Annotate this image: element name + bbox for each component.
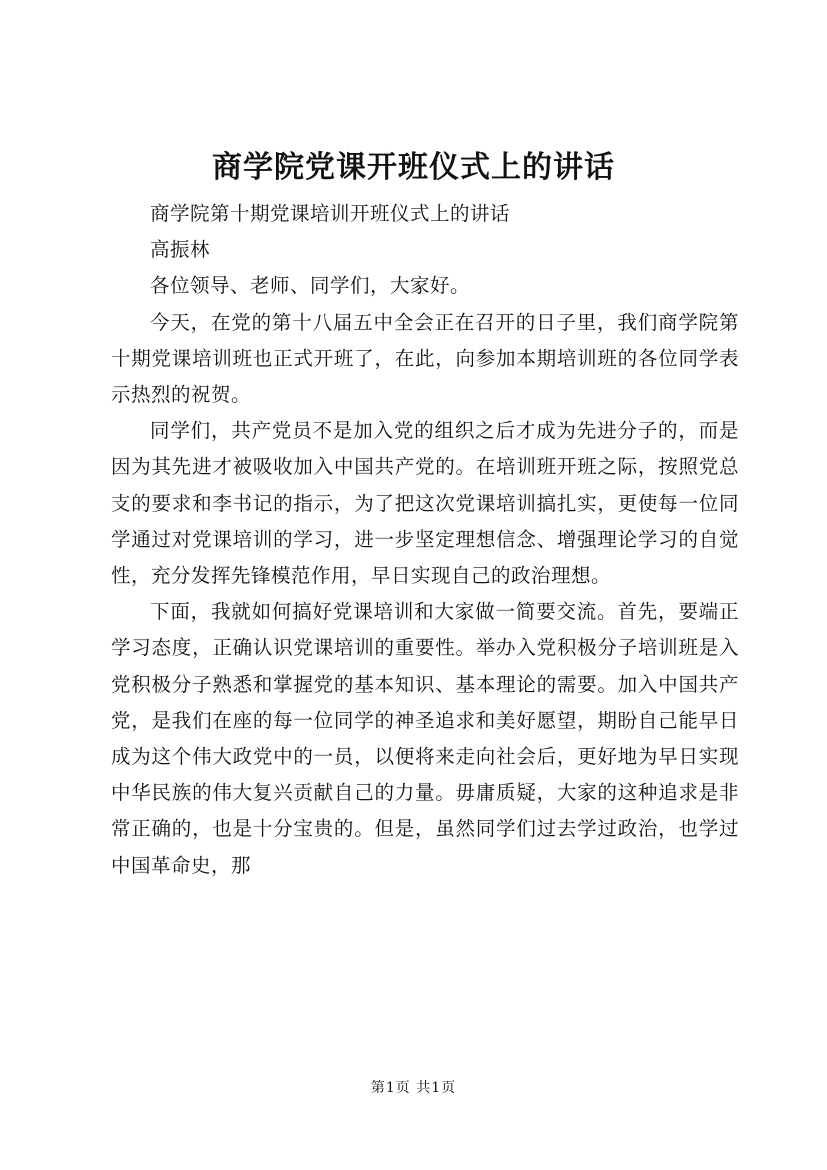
page-footer: 第1页 共1页 xyxy=(370,1080,457,1096)
body-paragraph: 下面，我就如何搞好党课培训和大家做一简要交流。首先，要端正学习态度，正确认识党课培训的重要性。举办入党积极分子培训班是入党积极分子熟悉和掌握党的基本知识、基本理论的需要。加入中国共产党，是我们在座的每一位同学的神圣追求和美好愿望，期盼自己能早日成为这个伟大政党中的一员，以便将来走向社会后，更好地为早日实现中华民族的伟大复兴贡献自己的力量。毋庸质疑，大家的这种追求是非常正确的，也是十分宝贵的。但是，虽然同学们过去学过政治，也学过中国革命史，那 xyxy=(111,600,739,877)
document-body xyxy=(111,196,739,884)
body-paragraph: 同学们，共产党员不是加入党的组织之后才成为先进分子的，而是因为其先进才被吸收加入中国共产党的。在培训班开班之际，按照党总支的要求和李书记的指示，为了把这次党课培训搞扎实，更使每一位同学通过对党课培训的学习，进一步坚定理想信念、增强理论学习的自觉性，充分发挥先锋模范作用，早日实现自己的政治理想。 xyxy=(111,419,739,588)
greeting-paragraph: 各位领导、老师、同学们，大家好。 xyxy=(150,274,471,298)
document-title: 商学院党课开班仪式上的讲话 xyxy=(212,150,615,185)
subtitle-paragraph: 商学院第十期党课培训开班仪式上的讲话 xyxy=(150,202,511,225)
body-paragraph: 今天，在党的第十八届五中全会正在召开的日子里，我们商学院第十期党课培训班也正式开班了，在此，向参加本期培训班的各位同学表示热烈的祝贺。 xyxy=(111,310,739,407)
author-paragraph: 高振林 xyxy=(150,238,211,262)
